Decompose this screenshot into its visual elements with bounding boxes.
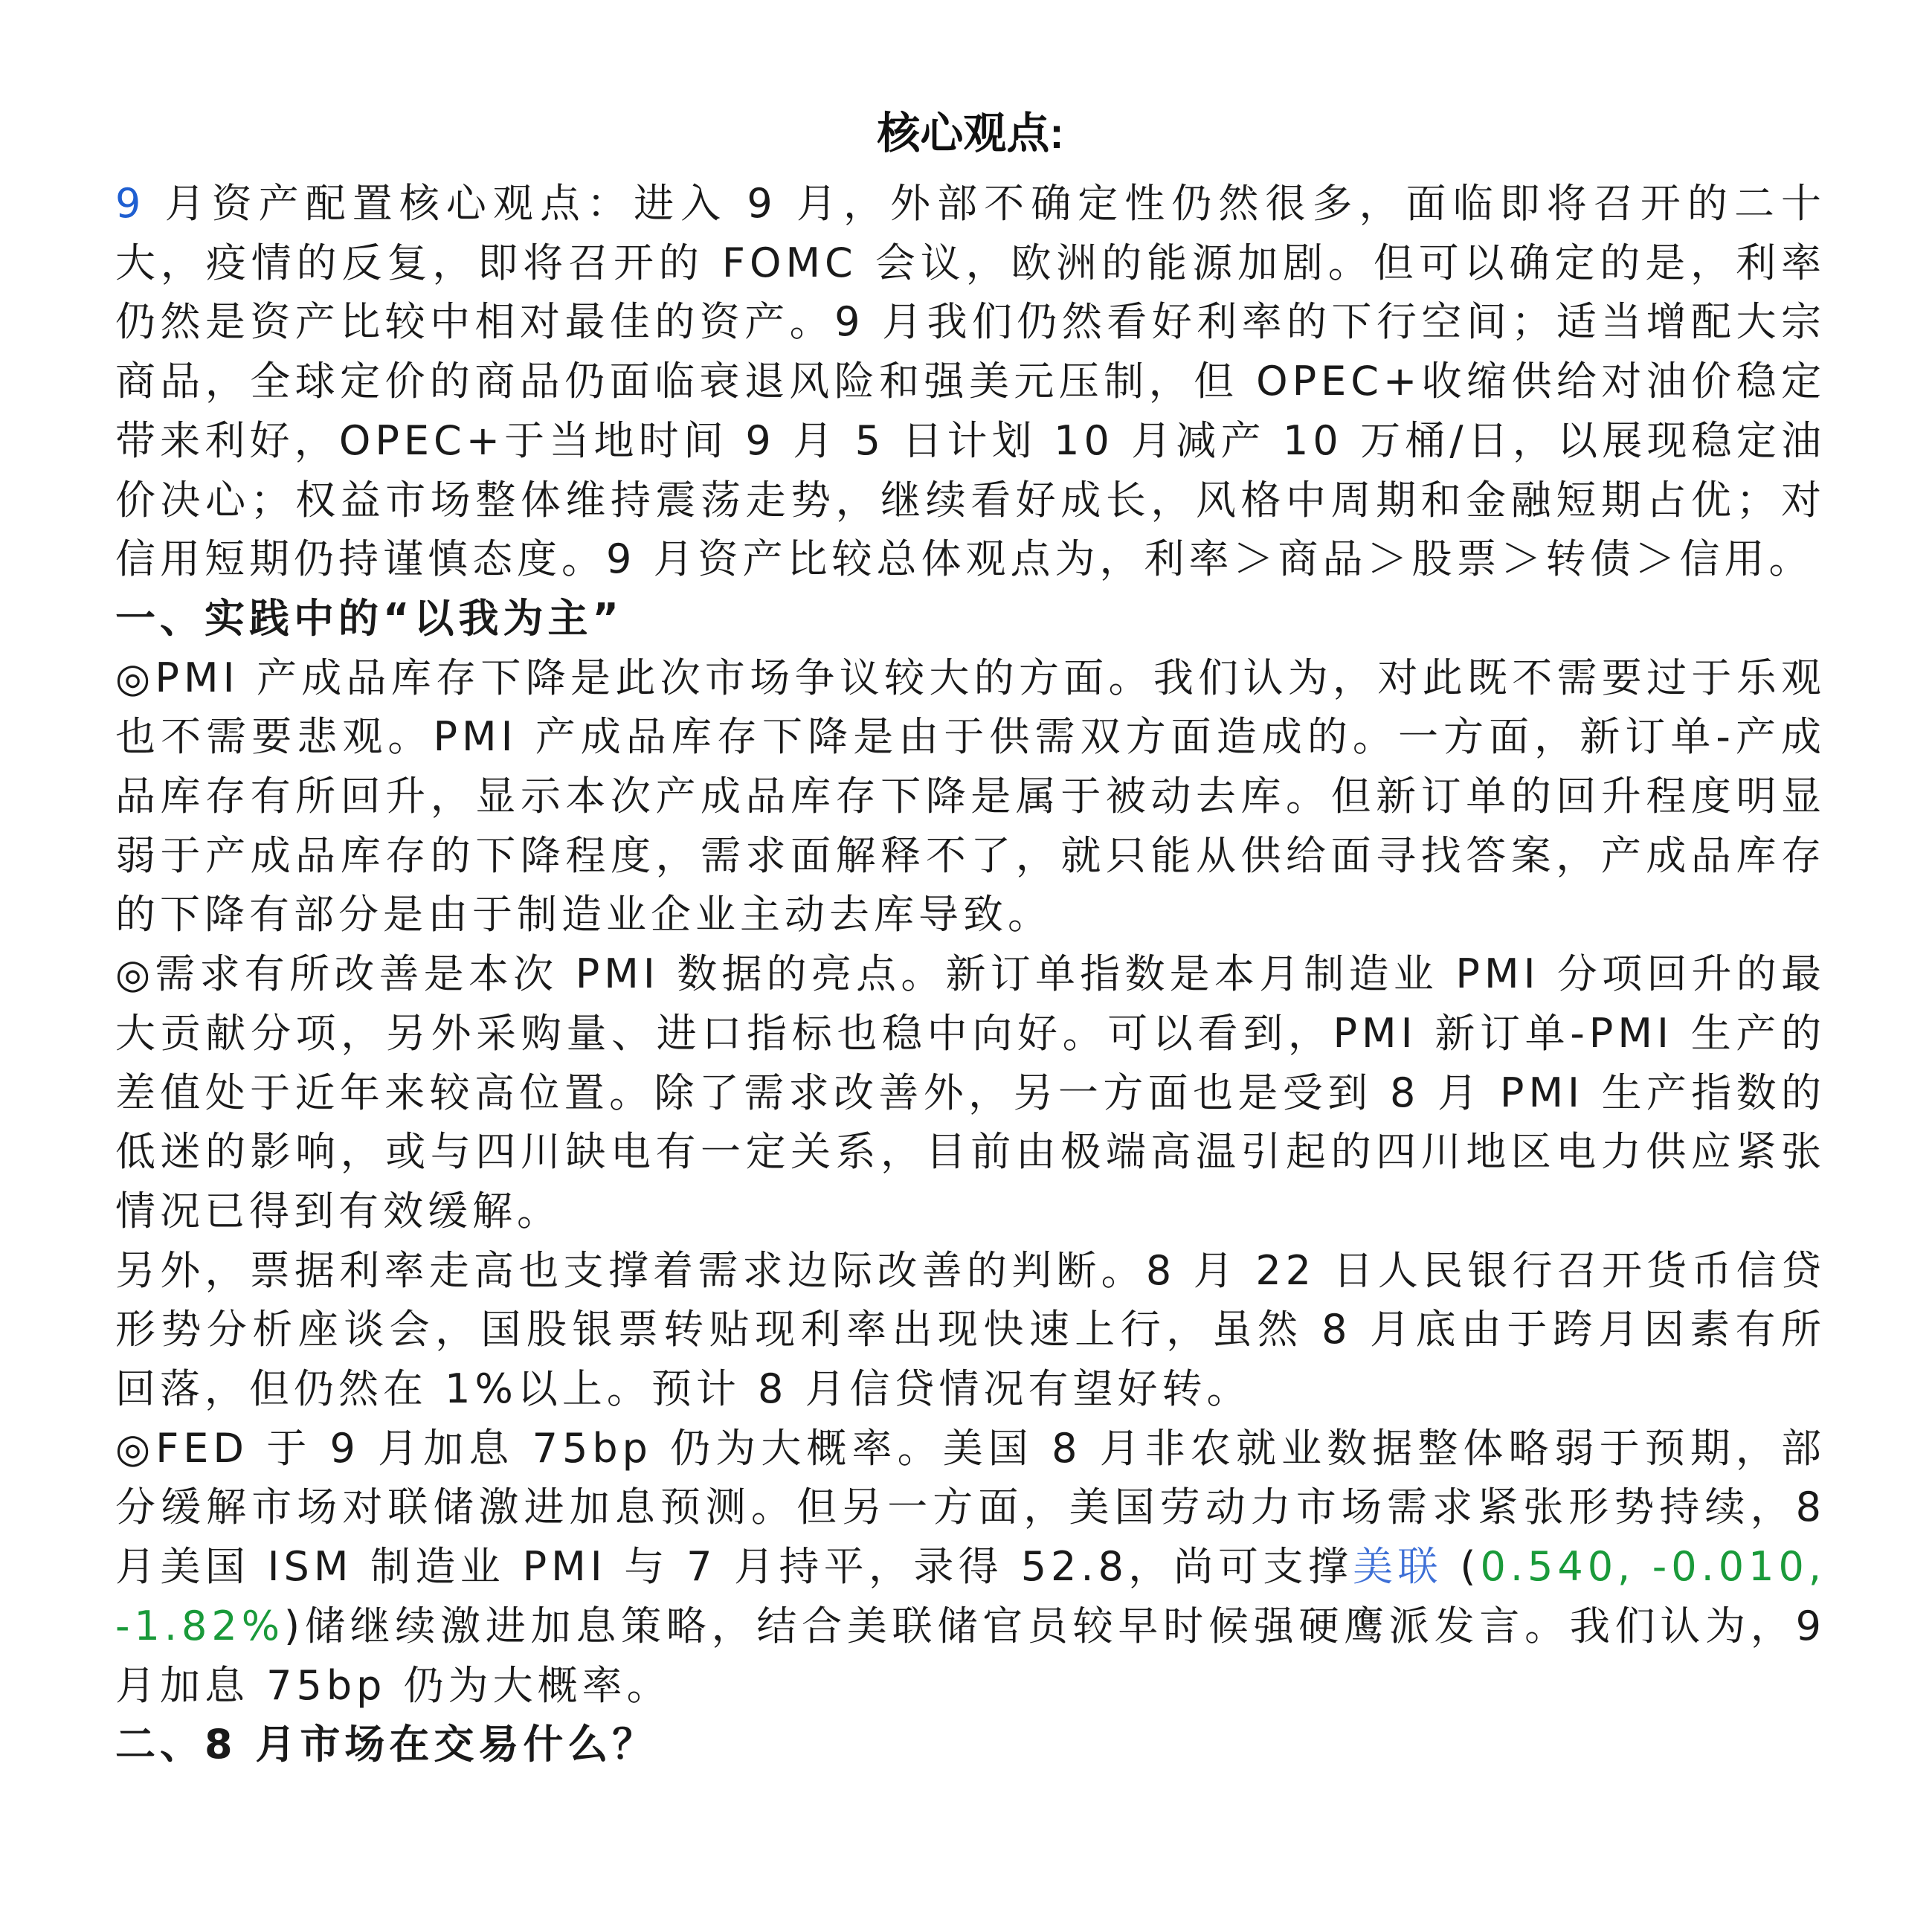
- section-1-paragraph-3: 另外，票据利率走高也支撑着需求边际改善的判断。8 月 22 日人民银行召开货币信贷形势分析座谈会，国股银票转贴现利率出现快速上行，虽然 8 月底由于跨月因素有所回落，但仍然在 1%以上。预计 8 月信贷情况有望好转。: [115, 1246, 1826, 1413]
- intro-text: 月资产配置核心观点：进入 9 月，外部不确定性仍然很多，面临即将召开的二十大，疫情的反复，即将召开的 FOMC 会议，欧洲的能源加剧。但可以确定的是，利率仍然是资产比较中相对最佳的资产。9 月我们仍然看好利率的下行空间；适当增配大宗商品，全球定价的商品仍面临衰退风险和强美元压制，但 OPEC+收缩供给对油价稳定带来利好，OPEC+于当地时间 9 月 5 日计划 10 月减产 10 万桶/日，以展现稳定油价决心；权益市场整体维持震荡走势，继续看好成长，风格中周期和金融短期占优；对信用短期仍持谨慎态度。9 月资产比较总体观点为，利率＞商品＞股票＞转债＞信用。: [115, 180, 1826, 583]
- section-2-heading: 二、8 月市场在交易什么？: [115, 1721, 657, 1768]
- p4-text-before: ◎FED 于 9 月加息 75bp 仍为大概率。美国 8 月非农就业数据整体略弱于预期，部分缓解市场对联储激进加息预测。但另一方面，美国劳动力市场需求紧张形势持续，8 月美国 ISM 制造业 PMI 与 7 月持平，录得 52.8，尚可支撑: [115, 1424, 1826, 1591]
- page-title: 核心观点:: [877, 109, 1064, 158]
- stock-quote: 0.540, -0.010, -1.82%: [115, 1543, 1826, 1649]
- stock-link-meilian[interactable]: 美联: [1353, 1543, 1443, 1591]
- section-1-paragraph-4: [115, 1419, 1826, 1716]
- section-1-paragraph-1: ◎PMI 产成品库存下降是此次市场争议较大的方面。我们认为，对此既不需要过于乐观也不需要悲观。PMI 产成品库存下降是由于供需双方面造成的。一方面，新订单-产成品库存有所回升，显示本次产成品库存下降是属于被动去库。但新订单的回升程度明显弱于产成品库存的下降程度，需求面解释不了，就只能从供给面寻找答案，产成品库存的下降有部分是由于制造业企业主动去库导致。: [115, 654, 1826, 938]
- section-1-paragraph-2: ◎需求有所改善是本次 PMI 数据的亮点。新订单指数是本月制造业 PMI 分项回升的最大贡献分项，另外采购量、进口指标也稳中向好。可以看到，PMI 新订单-PMI 生产的差值处于近年来较高位置。除了需求改善外，另一方面也是受到 8 月 PMI 生产指数的低迷的影响，或与四川缺电有一定关系，目前由极端高温引起的四川地区电力供应紧张情况已得到有效缓解。: [115, 950, 1826, 1234]
- intro-paragraph: [115, 174, 1826, 589]
- p4-quote-open: (: [1442, 1543, 1481, 1591]
- p4-text-after: )储继续激进加息策略，结合美联储官员较早时候强硬鹰派发言。我们认为，9 月加息 75bp 仍为大概率。: [115, 1602, 1826, 1709]
- document-page: [115, 104, 1826, 1774]
- intro-lead-number: 9: [115, 180, 146, 227]
- section-1-heading: 一、实践中的“以我为主”: [115, 594, 623, 642]
